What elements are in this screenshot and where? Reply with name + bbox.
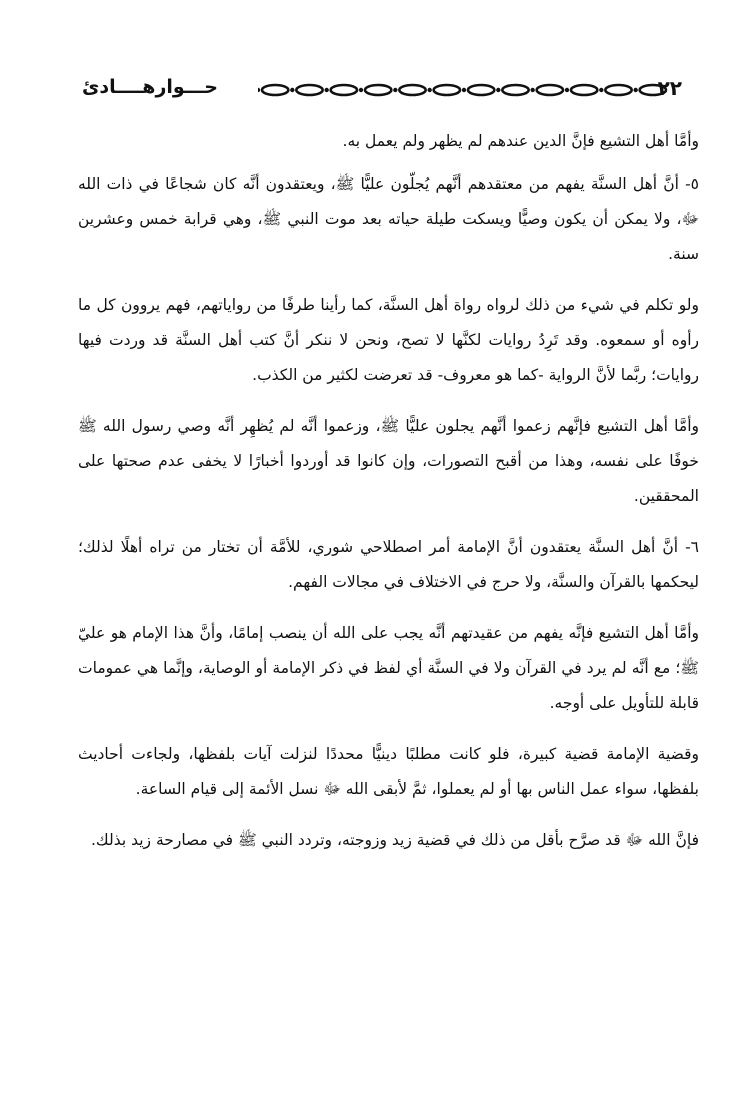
ornament-knot xyxy=(290,88,294,92)
paragraph: وأمَّا أهل التشيع فإنَّ الدين عندهم لم يظهر ولم يعمل به. xyxy=(342,132,699,150)
ornament-knot xyxy=(393,88,397,92)
ornament-knot xyxy=(565,88,569,92)
ornament-link xyxy=(365,85,391,95)
page-number: ٢٢ xyxy=(657,76,682,100)
ornament-divider xyxy=(258,82,670,98)
paragraph: فإنَّ الله ﷻ قد صرَّح بأقل من ذلك في قضية زيد وزوجته، وتردد النبي ﷺ في مصارحة زيد بذلك. xyxy=(91,831,699,849)
body-text xyxy=(78,124,699,874)
ornament-link xyxy=(605,85,631,95)
ornament-link xyxy=(468,85,494,95)
ornament-knot xyxy=(599,88,603,92)
ornament-link xyxy=(502,85,528,95)
paragraph: وقضية الإمامة قضية كبيرة، فلو كانت مطلبًا دينيًّا محددًا لنزلت آيات بلفظها، ولجاءت أحاديث بلفظها، سواء عمل الناس بها أو لم يعملوا، ثمَّ لأبقى الله ﷻ نسل الأئمة إلى قيام الساعة. xyxy=(78,745,699,798)
ornament-link xyxy=(434,85,460,95)
paragraph: ٦- أنَّ أهل السنَّة يعتقدون أنَّ الإمامة أمر اصطلاحي شوري، للأمَّة أن تختار من تراه أهلًا لذلك؛ ليحكمها بالقرآن والسنَّة، ولا حرج في الاختلاف في مجالات الفهم. xyxy=(78,538,699,591)
ornament-link xyxy=(399,85,425,95)
ornament-knot xyxy=(530,88,534,92)
ornament-link xyxy=(296,85,322,95)
ornament-knot xyxy=(633,88,637,92)
paragraph: ٥- أنَّ أهل السنَّة يفهم من معتقدهم أنَّهم يُجلّون عليًّا ﷺ، ويعتقدون أنَّه كان شجاعًا في ذات الله ﷻ، ولا يمكن أن يكون وصيًّا ويسكت طيلة حياته بعد موت النبي ﷺ، وهي قرابة خمس وعشرين سنة. xyxy=(78,175,699,263)
ornament-link xyxy=(537,85,563,95)
running-title: حـــوارهــــادئ xyxy=(82,76,218,98)
ornament-knot xyxy=(258,88,260,92)
ornament-link xyxy=(262,85,288,95)
ornament-link xyxy=(571,85,597,95)
ornament-link xyxy=(331,85,357,95)
page-header xyxy=(82,76,682,106)
ornament-knot xyxy=(359,88,363,92)
paragraph: ولو تكلم في شيء من ذلك لرواه رواة أهل السنَّة، كما رأينا طرفًا من رواياتهم، فهم يروون كل ما رأوه أو سمعوه. وقد تَرِدُ روايات لكنَّها لا تصح، ونحن لا ننكر أنَّ كتب أهل السنَّة قد وردت فيها روايات؛ ربَّما لأنَّ الرواية -كما هو معروف- قد تعرضت لكثير من الكذب. xyxy=(78,296,699,384)
ornament-knot xyxy=(496,88,500,92)
paragraph: وأمَّا أهل التشيع فإنَّه يفهم من عقيدتهم أنَّه يجب على الله أن ينصب إمامًا، وأنَّ هذا الإمام هو عليّ ﷺ؛ مع أنَّه لم يرد في القرآن ولا في السنَّة أي لفظ في ذكر الإمامة أو الوصاية، وإنَّما هي عمومات قابلة للتأويل على أوجه. xyxy=(78,624,699,712)
ornament-knot xyxy=(427,88,431,92)
ornament-knot xyxy=(324,88,328,92)
ornament-knot xyxy=(462,88,466,92)
paragraph: وأمَّا أهل التشيع فإنَّهم زعموا أنَّهم يجلون عليًّا ﷺ، وزعموا أنَّه لم يُظهِر أنَّه وصي رسول الله ﷺ خوفًا على نفسه، وهذا من أقبح التصورات، وإن كانوا قد أوردوا أخبارًا لا يخفى عدم صحتها على المحققين. xyxy=(78,417,699,505)
